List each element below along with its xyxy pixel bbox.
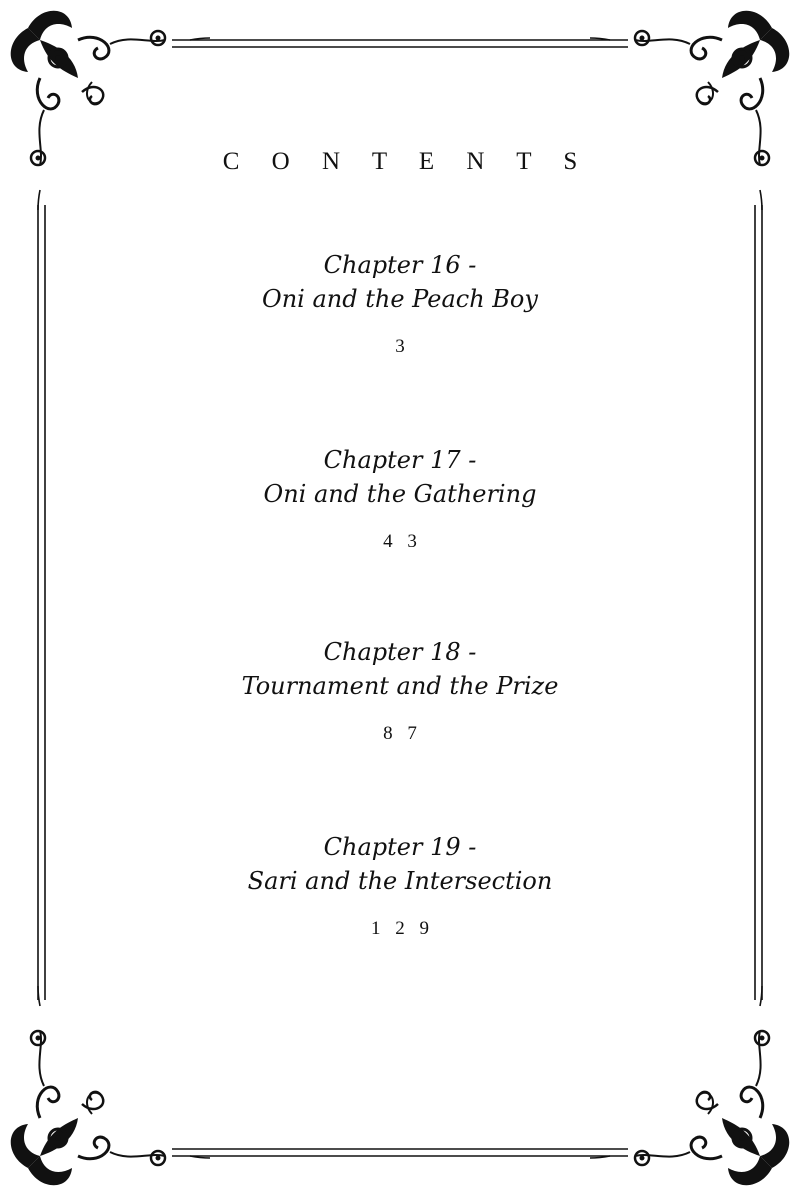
chapter-page-number: 8 7 xyxy=(383,723,422,744)
contents-title: C O N T E N T S xyxy=(222,148,591,175)
corner-top-left xyxy=(11,11,210,210)
chapter-page-number: 4 3 xyxy=(383,531,422,552)
chapter-heading: Chapter 19 - xyxy=(323,833,477,861)
corner-bottom-left xyxy=(11,986,210,1185)
chapter-page-number: 1 2 9 xyxy=(371,918,434,939)
chapter-heading: Chapter 18 - xyxy=(323,638,477,666)
chapter-subtitle: Oni and the Peach Boy xyxy=(262,285,538,313)
chapter-entry xyxy=(0,248,800,358)
chapter-page-number: 3 xyxy=(395,336,410,357)
chapter-entry xyxy=(0,443,800,553)
chapter-subtitle: Tournament and the Prize xyxy=(241,672,559,700)
corner-top-right xyxy=(590,11,789,210)
corner-bottom-right xyxy=(590,986,789,1185)
chapter-entry xyxy=(0,830,800,940)
chapter-heading: Chapter 17 - xyxy=(323,446,477,474)
chapter-entry xyxy=(0,635,800,745)
chapter-subtitle: Sari and the Intersection xyxy=(247,867,553,895)
chapter-heading: Chapter 16 - xyxy=(323,251,477,279)
chapter-subtitle: Oni and the Gathering xyxy=(263,480,537,508)
